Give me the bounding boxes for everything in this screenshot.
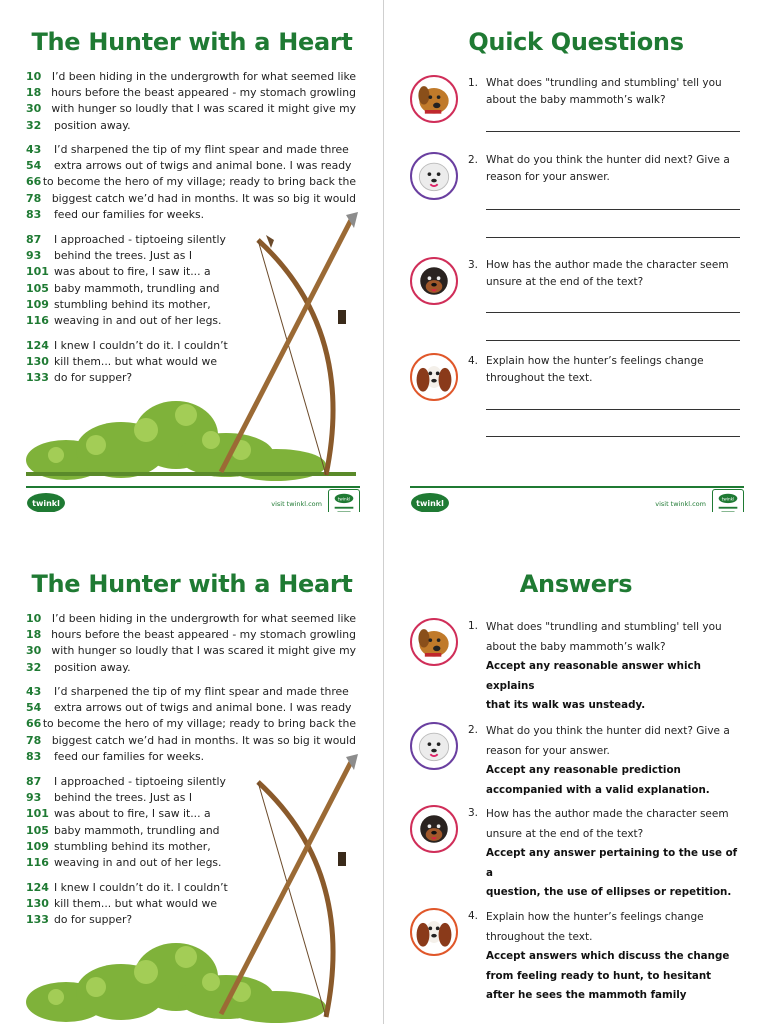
- story-line: to become the hero of my village; ready to bring back the: [42, 175, 356, 189]
- line-number: 101: [26, 265, 49, 279]
- line-number: 130: [26, 896, 49, 910]
- answer-text: [486, 805, 746, 903]
- story-line: baby mammoth, trundling and: [54, 281, 220, 295]
- answer-line-text: Accept answers which discuss the change: [486, 950, 730, 962]
- question-line: Explain how the hunter’s feelings change: [486, 355, 704, 367]
- story-line: feed our families for weeks.: [54, 749, 205, 763]
- story-line: position away.: [54, 118, 131, 132]
- question-number: 2.: [468, 154, 479, 166]
- story-line: do for supper?: [54, 913, 133, 927]
- twinkl-logo[interactable]: [26, 492, 66, 512]
- question-number: 4.: [468, 910, 479, 922]
- line-number: 66: [26, 717, 42, 731]
- svg-text:twinkl: twinkl: [416, 499, 444, 508]
- story-line: I’d sharpened the tip of my flint spear and made three: [54, 684, 349, 698]
- story-line: stumbling behind its mother,: [54, 839, 211, 853]
- line-number: 109: [26, 297, 49, 311]
- question-line: What do you think the hunter did next? Give a: [486, 154, 730, 166]
- question-line: What does "trundling and stumbling' tell you: [486, 621, 722, 633]
- story-line: I’d been hiding in the undergrowth for what seemed like: [51, 611, 356, 625]
- answer-line-text: question, the use of ellipses or repetition.: [486, 886, 732, 898]
- answer-line[interactable]: [486, 436, 740, 437]
- line-number: 32: [26, 660, 42, 674]
- line-number: 78: [26, 733, 42, 747]
- bow-and-spear-illustration: [26, 749, 366, 1024]
- bow-and-spear-illustration: [26, 207, 366, 485]
- question-line: unsure at the end of the text?: [486, 827, 644, 840]
- line-number: 54: [26, 700, 42, 714]
- question-number: 4.: [468, 355, 479, 367]
- question-number: 1.: [468, 620, 479, 632]
- svg-text:twinkl: twinkl: [337, 496, 351, 502]
- answer-line-text: from feeling ready to hunt, to hesitant: [486, 969, 712, 982]
- story-line: I approached - tiptoeing silently: [54, 232, 226, 246]
- question-text: [486, 75, 746, 108]
- story-line: with hunger so loudly that I was scared it might give my: [51, 102, 356, 116]
- footer: [410, 480, 744, 512]
- line-number: 54: [26, 158, 42, 172]
- story-paragraph-1: [26, 610, 356, 675]
- line-number: 66: [26, 175, 42, 189]
- story-panel-bottom: [0, 542, 384, 1024]
- answers-panel: [384, 542, 768, 1024]
- line-number: 83: [26, 749, 42, 763]
- story-line: biggest catch we’d had in months. It was so big it would: [51, 733, 356, 747]
- line-number: 124: [26, 338, 49, 352]
- answer-line-text: after he sees the mammoth family: [486, 989, 687, 1001]
- story-line: extra arrows out of twigs and animal bone. I was ready: [54, 158, 352, 172]
- answers-title: Answers: [519, 570, 633, 598]
- question-number: 3.: [468, 807, 479, 819]
- story-line: I’d sharpened the tip of my flint spear and made three: [54, 142, 349, 156]
- line-number: 83: [26, 207, 42, 221]
- story-paragraph-1: [26, 68, 356, 133]
- question-line: reason for your answer.: [486, 744, 610, 757]
- line-number: 93: [26, 248, 42, 262]
- line-number: 105: [26, 281, 49, 295]
- question-line: Explain how the hunter’s feelings change: [486, 911, 704, 923]
- answer-text: [486, 722, 746, 800]
- dog-icon: [410, 75, 458, 123]
- story-line: biggest catch we’d had in months. It was so big it would: [51, 191, 356, 205]
- answer-text: [486, 908, 746, 1006]
- answer-line-text: that its walk was unsteady.: [486, 699, 646, 711]
- svg-text:twinkl: twinkl: [721, 496, 735, 502]
- dog-icon: [410, 152, 458, 200]
- dog-icon: [410, 618, 458, 666]
- line-number: 18: [26, 627, 42, 641]
- story-line: stumbling behind its mother,: [54, 297, 211, 311]
- dog-icon: [410, 805, 458, 853]
- answer-line-text: Accept any reasonable prediction: [486, 764, 681, 776]
- story-line: kill them... but what would we: [54, 896, 218, 910]
- question-text: [486, 152, 746, 185]
- dog-icon: [410, 353, 458, 401]
- questions-title: Quick Questions: [468, 28, 684, 56]
- line-number: 87: [26, 774, 42, 788]
- question-line: What does "trundling and stumbling' tell you: [486, 77, 722, 89]
- question-line: What do you think the hunter did next? Give a: [486, 725, 730, 737]
- answer-line-text: Accept any answer pertaining to the use of a: [486, 847, 738, 879]
- line-number: 10: [26, 611, 42, 625]
- answer-text: [486, 618, 746, 716]
- story-line: to become the hero of my village; ready to bring back the: [42, 717, 356, 731]
- answer-line[interactable]: [486, 209, 740, 210]
- quality-badge-icon: [712, 489, 744, 512]
- line-number: 105: [26, 823, 49, 837]
- answer-line[interactable]: [486, 312, 740, 313]
- question-number: 2.: [468, 724, 479, 736]
- dog-icon: [410, 722, 458, 770]
- story-line: position away.: [54, 660, 131, 674]
- answer-line[interactable]: [486, 340, 740, 341]
- story-line: baby mammoth, trundling and: [54, 823, 220, 837]
- twinkl-logo[interactable]: [410, 492, 450, 512]
- line-number: 10: [26, 69, 42, 83]
- question-number: 1.: [468, 77, 479, 89]
- line-number: 116: [26, 314, 49, 328]
- story-panel-top: [0, 0, 384, 512]
- line-number: 130: [26, 354, 49, 368]
- story-line: was about to fire, I saw it... a: [54, 807, 211, 821]
- footer-rule: [410, 486, 744, 488]
- quality-badge-icon: [328, 489, 360, 512]
- story-line: weaving in and out of her legs.: [54, 314, 222, 328]
- dog-icon: [410, 908, 458, 956]
- story-line: I approached - tiptoeing silently: [54, 774, 226, 788]
- question-line: How has the author made the character seem: [486, 808, 729, 820]
- answer-line-text: accompanied with a valid explanation.: [486, 783, 710, 796]
- story-line: with hunger so loudly that I was scared it might give my: [51, 644, 356, 658]
- answer-line[interactable]: [486, 237, 740, 238]
- question-number: 3.: [468, 259, 479, 271]
- question-line: unsure at the end of the text?: [486, 275, 644, 288]
- question-line: throughout the text.: [486, 930, 593, 943]
- line-number: 32: [26, 118, 42, 132]
- story-line: behind the trees. Just as I: [54, 248, 193, 262]
- answer-line[interactable]: [486, 409, 740, 410]
- story-title: The Hunter with a Heart: [31, 28, 353, 56]
- question-line: reason for your answer.: [486, 170, 610, 183]
- story-line: kill them... but what would we: [54, 354, 218, 368]
- story-line: I’d been hiding in the undergrowth for what seemed like: [51, 69, 356, 83]
- visit-link[interactable]: visit twinkl.com: [655, 500, 706, 508]
- visit-link[interactable]: visit twinkl.com: [271, 500, 322, 508]
- line-number: 101: [26, 807, 49, 821]
- question-line: How has the author made the character seem: [486, 259, 729, 271]
- answer-line[interactable]: [486, 131, 740, 132]
- line-number: 87: [26, 232, 42, 246]
- story-title: The Hunter with a Heart: [31, 570, 353, 598]
- story-line: hours before the beast appeared - my stomach growling: [51, 85, 356, 99]
- line-number: 30: [26, 644, 42, 658]
- story-line: feed our families for weeks.: [54, 207, 205, 221]
- questions-panel: [384, 0, 768, 512]
- svg-text:twinkl: twinkl: [32, 499, 60, 508]
- question-line: about the baby mammoth’s walk?: [486, 640, 666, 653]
- line-number: 43: [26, 142, 42, 156]
- story-line: extra arrows out of twigs and animal bone. I was ready: [54, 700, 352, 714]
- line-number: 109: [26, 839, 49, 853]
- line-number: 116: [26, 856, 49, 870]
- line-number: 133: [26, 371, 49, 385]
- line-number: 78: [26, 191, 42, 205]
- question-text: [486, 257, 746, 290]
- answer-line-text: Accept any reasonable answer which explains: [486, 660, 701, 692]
- question-text: [486, 353, 746, 386]
- story-line: behind the trees. Just as I: [54, 790, 193, 804]
- footer-rule: [26, 486, 360, 488]
- line-number: 133: [26, 913, 49, 927]
- story-line: weaving in and out of her legs.: [54, 856, 222, 870]
- line-number: 43: [26, 684, 42, 698]
- line-number: 93: [26, 790, 42, 804]
- dog-icon: [410, 257, 458, 305]
- question-line: about the baby mammoth’s walk?: [486, 93, 666, 106]
- story-line: I knew I couldn’t do it. I couldn’t: [54, 338, 228, 352]
- question-line: throughout the text.: [486, 371, 593, 384]
- story-line: hours before the beast appeared - my stomach growling: [51, 627, 356, 641]
- story-line: was about to fire, I saw it... a: [54, 265, 211, 279]
- line-number: 30: [26, 102, 42, 116]
- footer: [26, 480, 360, 512]
- line-number: 18: [26, 85, 42, 99]
- story-line: do for supper?: [54, 371, 133, 385]
- line-number: 124: [26, 880, 49, 894]
- story-line: I knew I couldn’t do it. I couldn’t: [54, 880, 228, 894]
